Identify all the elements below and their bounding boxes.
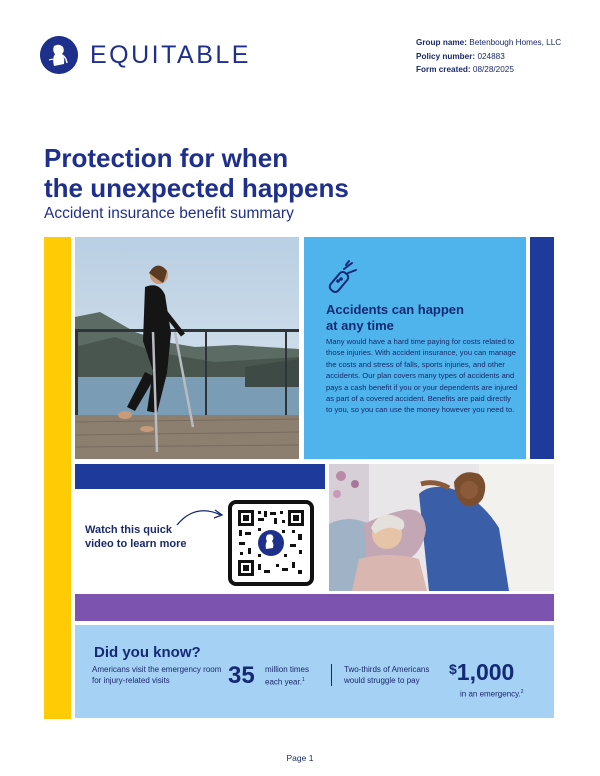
amount-suffix-text: in an emergency.: [460, 689, 521, 699]
form-created-row: [416, 63, 561, 77]
page-number: Page 1: [286, 753, 314, 763]
yellow-accent-bar: [44, 237, 71, 719]
form-created-value: 08/28/2025: [472, 65, 514, 74]
watch-video-line-1: Watch this quick: [85, 524, 172, 536]
photo-woman-with-crutches: [75, 237, 299, 459]
accidents-body-text: Many would have a hard time paying for costs related to those injuries. With accident insurance, you can manage the costs and stress of falls, sports injuries, and other accidents. Our plan covers many types of accidents and pays a cash benefit if you or your dependents are injured as part of a covered accident. Benefits are paid directly to you, so you can use the money however you need to.: [326, 337, 518, 415]
equitable-logo: [40, 36, 251, 74]
did-you-know-panel: [75, 625, 554, 718]
policy-meta: [416, 36, 561, 77]
policy-number-value: 024883: [477, 51, 505, 61]
group-name-row: [416, 36, 561, 50]
accidents-heading-line-2: at any time: [326, 318, 394, 333]
policy-number-label: Policy number:: [416, 51, 476, 61]
er-visits-text: Americans visit the emergency room for injury-related visits: [92, 665, 222, 685]
footnote-1: 1: [301, 677, 305, 683]
video-qr-code[interactable]: [228, 500, 314, 586]
title-line-1: Protection for when: [44, 143, 289, 173]
er-visits-stat-suffix: [265, 664, 327, 688]
form-created-label: Form created:: [416, 65, 471, 74]
policy-number-row: [416, 50, 561, 64]
bandage-icon: [324, 259, 360, 295]
logo-wordmark: EQUITABLE: [90, 40, 251, 69]
purple-accent-bar: [75, 594, 554, 621]
group-name-label: Group name:: [416, 38, 467, 47]
stat-suffix-text: million times each year.: [265, 665, 310, 687]
qr-code-icon: [236, 508, 306, 578]
navy-accent-bar-middle: [75, 464, 325, 489]
accidents-heading-line-1: Accidents can happen: [326, 302, 464, 317]
navy-accent-bar-right: [530, 237, 554, 459]
amount-value: 1,000: [456, 659, 515, 685]
group-name-value: Betenbough Homes, LLC: [469, 38, 562, 47]
er-visits-stat: 35: [228, 662, 255, 689]
title-line-2: the unexpected happens: [44, 173, 349, 203]
page-title: [44, 143, 444, 203]
page-subtitle: Accident insurance benefit summary: [44, 205, 294, 222]
emergency-amount-stat: [449, 659, 514, 686]
curved-arrow-icon: [175, 503, 229, 529]
accidents-heading: [326, 302, 516, 334]
did-you-know-title: Did you know?: [94, 644, 201, 661]
footnote-2: 2: [520, 689, 524, 695]
emergency-cost-text: Two-thirds of Americans would struggle to pay: [344, 665, 430, 685]
stat-divider: [331, 664, 332, 686]
accidents-info-panel: [304, 237, 526, 459]
dollar-sign: $: [449, 661, 457, 677]
photo-nurse-with-patient: [329, 464, 554, 591]
watch-video-line-2: video to learn more: [85, 538, 187, 550]
logo-emblem-icon: [40, 36, 78, 74]
emergency-amount-suffix: [460, 689, 524, 699]
